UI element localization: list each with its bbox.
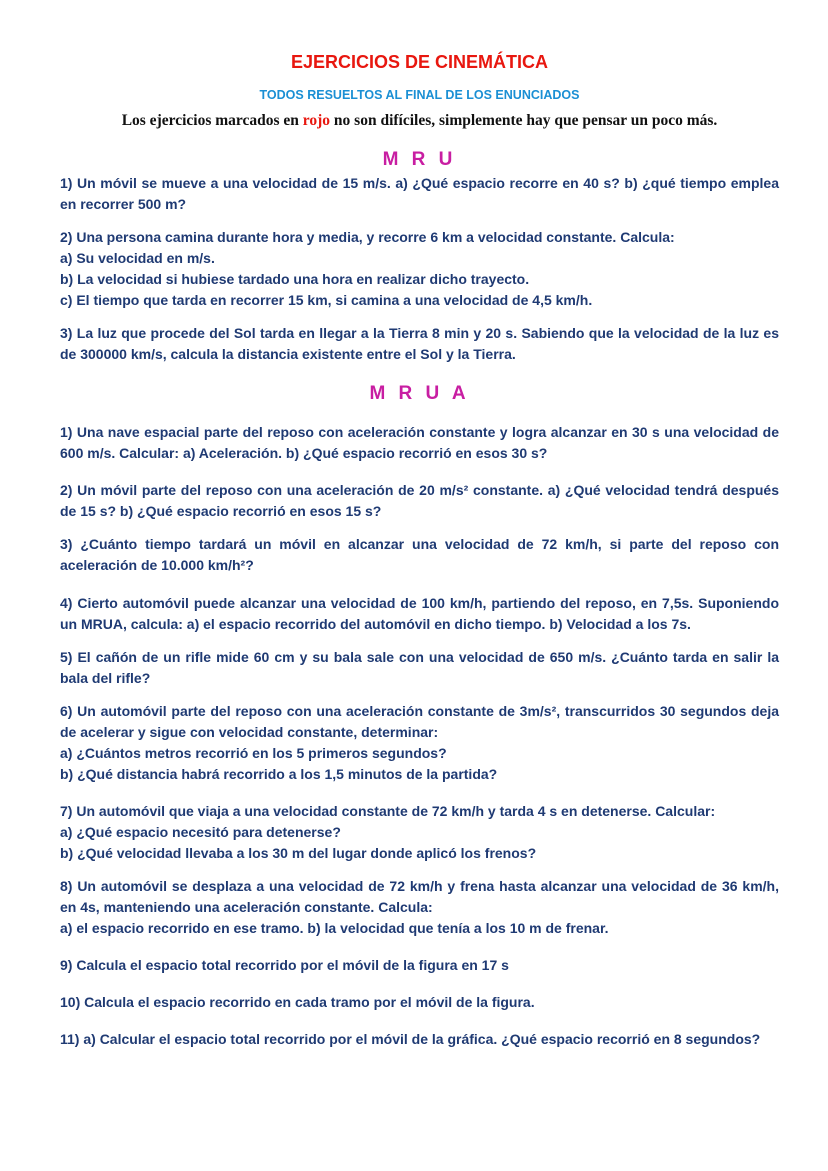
exercise-line: 3) La luz que procede del Sol tarda en llegar a la Tierra 8 min y 20 s. Sabiendo que la velocidad de la luz es de 300000 km/s, calcula la distancia existente entre el Sol y la Tierra.: [60, 325, 779, 362]
exercise-mrua-5: [60, 647, 779, 689]
exercise-mrua-3: [60, 534, 779, 576]
exercise-line: 10) Calcula el espacio recorrido en cada tramo por el móvil de la figura.: [60, 994, 535, 1010]
exercise-mrua-1: [60, 422, 779, 464]
exercise-line: 5) El cañón de un rifle mide 60 cm y su bala sale con una velocidad de 650 m/s. ¿Cuánto tarda en salir la bala del rifle?: [60, 649, 779, 686]
exercise-line: a) el espacio recorrido en ese tramo. b) la velocidad que tenía a los 10 m de frenar.: [60, 920, 609, 936]
exercise-line: c) El tiempo que tarda en recorrer 15 km, si camina a una velocidad de 4,5 km/h.: [60, 292, 593, 308]
page-title: EJERCICIOS DE CINEMÁTICA: [290, 52, 549, 72]
exercise-line: 11) a) Calcular el espacio total recorrido por el móvil de la gráfica. ¿Qué espacio recorrió en 8 segundos?: [60, 1031, 761, 1047]
section-title-mrua: M R U A: [369, 383, 470, 404]
exercise-mru-3: [60, 323, 779, 365]
exercise-line: b) ¿Qué velocidad llevaba a los 30 m del lugar donde aplicó los frenos?: [60, 845, 537, 861]
worksheet-page: [60, 50, 779, 1050]
note-red-word: rojo: [302, 112, 331, 129]
section-title-mru: M R U: [382, 149, 457, 170]
exercise-mrua-10: [60, 992, 779, 1013]
exercise-mru-1: [60, 173, 779, 215]
exercise-line: 3) ¿Cuánto tiempo tardará un móvil en alcanzar una velocidad de 72 km/h, si parte del reposo con aceleración de 10.000 km/h²?: [60, 536, 779, 573]
exercise-mrua-4: [60, 593, 779, 635]
exercise-mrua-9: [60, 955, 779, 976]
note-text-start: Los ejercicios marcados en: [121, 112, 303, 129]
exercise-mrua-6: [60, 701, 779, 785]
difficulty-note: [60, 111, 779, 131]
exercise-line: a) ¿Qué espacio necesitó para detenerse?: [60, 824, 341, 840]
exercise-mrua-11: [60, 1029, 779, 1050]
exercise-line: 2) Una persona camina durante hora y media, y recorre 6 km a velocidad constante. Calcula:: [60, 229, 675, 245]
exercise-line: 8) Un automóvil se desplaza a una velocidad de 72 km/h y frena hasta alcanzar una velocidad de 36 km/h, en 4s, manteniendo una aceleración constante. Calcula:: [60, 878, 779, 915]
exercise-line: 2) Un móvil parte del reposo con una aceleración de 20 m/s² constante. a) ¿Qué velocidad tendrá después de 15 s? b) ¿Qué espacio recorrió en esos 15 s?: [60, 482, 779, 519]
exercise-mrua-7: [60, 801, 779, 864]
page-subtitle: TODOS RESUELTOS AL FINAL DE LOS ENUNCIADOS: [259, 88, 580, 102]
exercise-line: 6) Un automóvil parte del reposo con una aceleración constante de 3m/s², transcurridos 30 segundos deja de acelerar y sigue con velocidad constante, determinar:: [60, 703, 779, 740]
note-text-end: no son difíciles, simplemente hay que pensar un poco más.: [330, 112, 718, 129]
exercise-line: 9) Calcula el espacio total recorrido por el móvil de la figura en 17 s: [60, 957, 509, 973]
exercise-line: b) ¿Qué distancia habrá recorrido a los 1,5 minutos de la partida?: [60, 766, 498, 782]
exercise-line: a) Su velocidad en m/s.: [60, 250, 215, 266]
exercise-line: b) La velocidad si hubiese tardado una hora en realizar dicho trayecto.: [60, 271, 530, 287]
exercise-mrua-8: [60, 876, 779, 939]
exercise-line: a) ¿Cuántos metros recorrió en los 5 primeros segundos?: [60, 745, 447, 761]
exercise-mru-2: [60, 227, 779, 311]
exercise-line: 1) Un móvil se mueve a una velocidad de 15 m/s. a) ¿Qué espacio recorre en 40 s? b) ¿qué tiempo emplea en recorrer 500 m?: [60, 175, 779, 212]
exercise-mrua-2: [60, 480, 779, 522]
exercise-line: 7) Un automóvil que viaja a una velocidad constante de 72 km/h y tarda 4 s en detenerse. Calcular:: [60, 803, 716, 819]
exercise-line: 4) Cierto automóvil puede alcanzar una velocidad de 100 km/h, partiendo del reposo, en 7,5s. Suponiendo un MRUA, calcula: a) el espacio recorrido del automóvil en dicho tiempo. b) Velocidad a los 7s.: [60, 595, 779, 632]
exercise-line: 1) Una nave espacial parte del reposo con aceleración constante y logra alcanzar en 30 s una velocidad de 600 m/s. Calcular: a) Aceleración. b) ¿Qué espacio recorrió en esos 30 s?: [60, 424, 779, 461]
